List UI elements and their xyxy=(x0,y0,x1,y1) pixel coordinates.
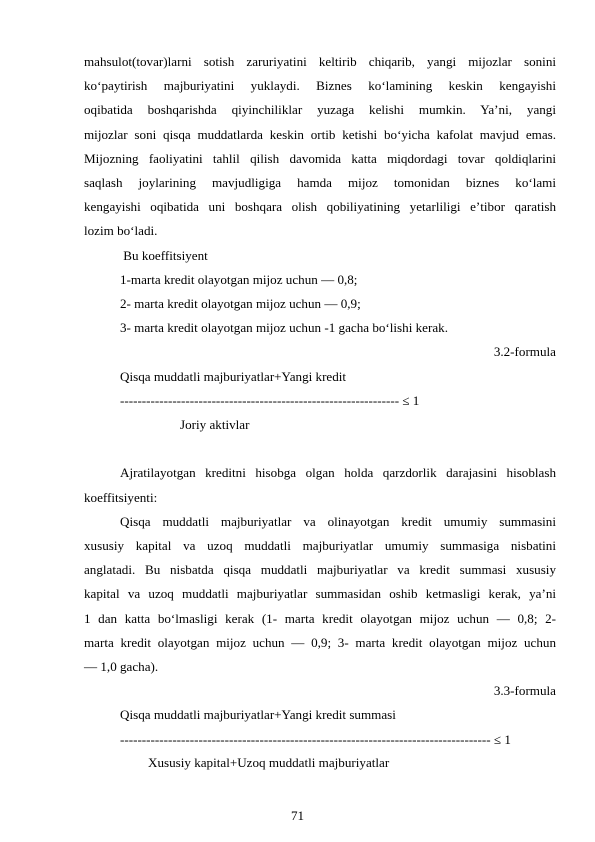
text-line: Ajratilayotgan kreditni hisobga olgan holda qarzdorlik darajasini hisoblash xyxy=(120,465,556,481)
formula-numerator: Qisqa muddatli majburiyatlar+Yangi kredit summasi xyxy=(120,707,396,723)
formula-label: 3.2-formula xyxy=(493,344,556,360)
paragraph-intro xyxy=(84,50,556,244)
text-line: koʻpaytirish majburiyatini yuklaydi. Biznes koʻlamining keskin kengayishi xyxy=(84,78,556,94)
formula-denominator: Xususiy kapital+Uzoq muddatli majburiyatlar xyxy=(148,754,390,770)
text-line: mahsulot(tovar)larni sotish zaruriyatini keltirib chiqarib, yangi mijozlar sonini xyxy=(84,54,556,69)
formula-label: 3.3-formula xyxy=(493,683,556,699)
text-line: — 1,0 gacha). xyxy=(84,659,159,675)
paragraph-explanation xyxy=(84,510,556,679)
text-line: lozim boʻladi. xyxy=(84,223,158,239)
page-number: 71 xyxy=(290,808,305,823)
text-line: oqibatida boshqarishda qiyinchiliklar yuzaga kelishi mumkin. Yaʼni, yangi xyxy=(84,102,556,118)
formula-fraction-line: ------------------------------------------------------------------------------------- ≤ 1 xyxy=(120,731,511,747)
body-text xyxy=(84,50,556,774)
text-line: xususiy kapital va uzoq muddatli majburiyatlar umumiy summasiga nisbatini xyxy=(84,538,556,554)
formula-denominator: Joriy aktivlar xyxy=(180,417,250,433)
text-line: anglatadi. Bu nisbatda qisqa muddatli majburiyatlar va kredit summasi xususiy xyxy=(84,562,556,578)
coefficient-title: Bu koeffitsiyent xyxy=(120,247,208,263)
coefficient-item: 1-marta kredit olayotgan mijoz uchun — 0,8; xyxy=(120,271,358,287)
text-line: marta kredit olayotgan mijoz uchun — 0,9; 3- marta kredit olayotgan mijoz uchun xyxy=(84,634,556,650)
text-line: kengayishi oqibatida uni boshqara olish qobiliyatining yetarliligi eʼtibor qaratish xyxy=(84,199,556,215)
coefficient-item: 2- marta kredit olayotgan mijoz uchun — 0,9; xyxy=(120,296,361,312)
text-line: koeffitsiyenti: xyxy=(84,489,158,505)
text-line: kapital va uzoq muddatli majburiyatlar summasidan oshib ketmasligi kerak, yaʼni xyxy=(84,586,556,602)
formula-3-2 xyxy=(84,340,556,437)
text-line: 1 dan katta boʻlmasligi kerak (1- marta kredit olayotgan mijoz uchun — 0,8; 2- xyxy=(84,610,556,626)
blank-line xyxy=(84,437,556,461)
text-line: Mijozning faoliyatini tahlil qilish davomida katta miqdordagi tovar qoldiqlarini xyxy=(84,150,556,166)
coefficient-item: 3- marta kredit olayotgan mijoz uchun -1 gacha boʻlishi kerak. xyxy=(120,320,448,336)
formula-3-3 xyxy=(84,679,556,774)
formula-fraction-line: ---------------------------------------------------------------- ≤ 1 xyxy=(120,392,420,408)
text-line: mijozlar soni qisqa muddatlarda keskin ortib ketishi boʻyicha kafolat mavjud emas. xyxy=(84,126,556,142)
formula-numerator: Qisqa muddatli majburiyatlar+Yangi kredit xyxy=(120,368,347,384)
paragraph-debt-ratio xyxy=(84,461,556,509)
text-line: saqlash joylarining mavjudligiga hamda mijoz tomonidan biznes koʻlami xyxy=(84,175,556,191)
coefficient-list xyxy=(84,244,556,341)
text-line: Qisqa muddatli majburiyatlar va olinayotgan kredit umumiy summasini xyxy=(120,513,556,529)
